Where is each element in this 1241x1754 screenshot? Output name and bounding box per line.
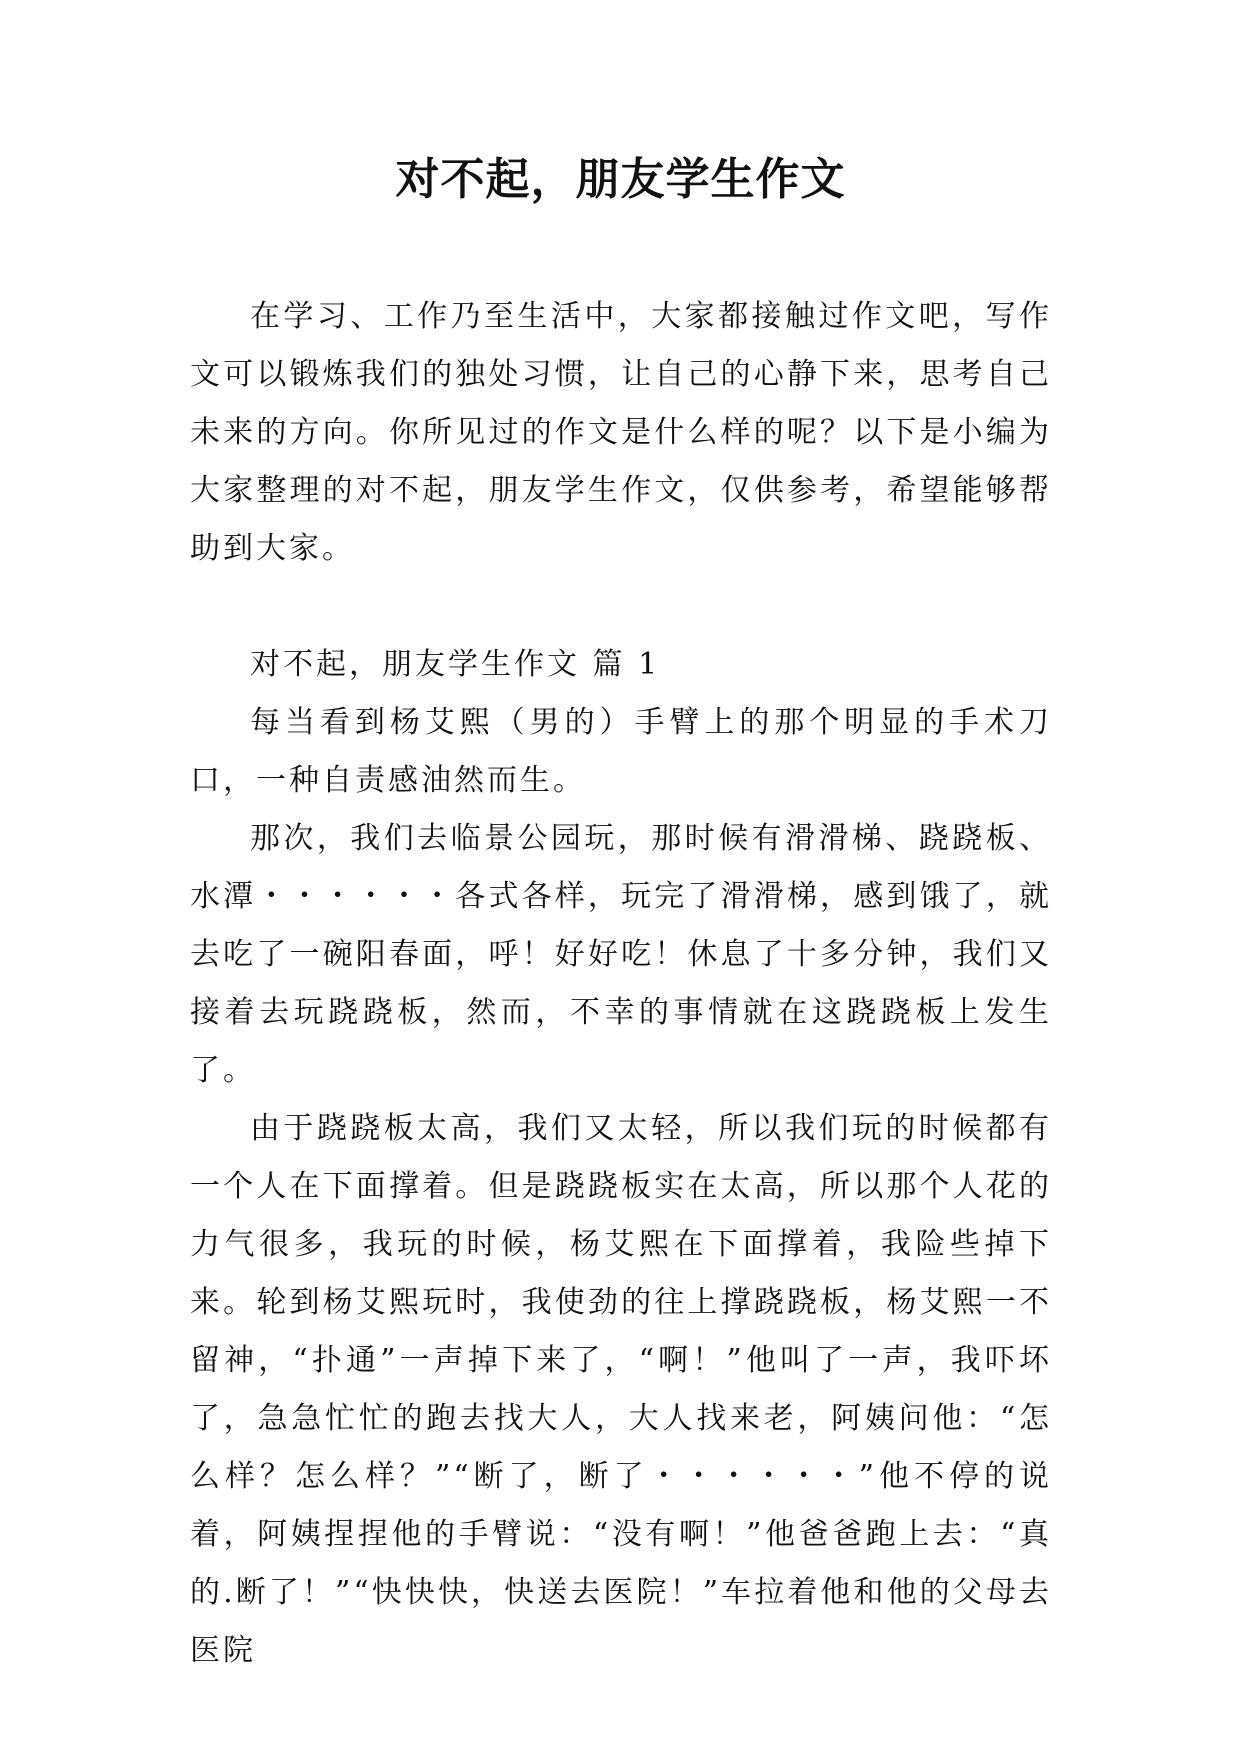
section-heading: 对不起，朋友学生作文 篇 1 bbox=[250, 647, 661, 682]
body-paragraph: 每当看到杨艾熙（男的）手臂上的那个明显的手术刀口，一种自责感油然而生。 bbox=[190, 705, 1052, 798]
body-paragraph: 由于跷跷板太高，我们又太轻，所以我们玩的时候都有一个人在下面撑着。但是跷跷板实在太高，所以那个人花的力气很多，我玩的时候，杨艾熙在下面撑着，我险些掉下来。轮到杨艾熙玩时，我使劲的往上撑跷跷板，杨艾熙一不留神，“扑通”一声掉下来了，“啊！”他叫了一声，我吓坏了，急急忙忙的跑去找大人，大人找来老，阿姨问他：“怎么样？怎么样？”“断了，断了・・・・・・”他不停的说着，阿姨捏捏他的手臂说：“没有啊！”他爸爸跑上去：“真的.断了！”“快快快，快送去医院！”车拉着他和他的父母去医院 bbox=[190, 1111, 1052, 1668]
document-body bbox=[190, 288, 1052, 1680]
intro-paragraph: 在学习、工作乃至生活中，大家都接触过作文吧，写作文可以锻炼我们的独处习惯，让自己的心静下来，思考自己未来的方向。你所见过的作文是什么样的呢？以下是小编为大家整理的对不起，朋友学生作文，仅供参考，希望能够帮助到大家。 bbox=[190, 299, 1052, 566]
document-title: 对不起，朋友学生作文 bbox=[395, 154, 846, 205]
body-paragraph: 那次，我们去临景公园玩，那时候有滑滑梯、跷跷板、水潭・・・・・・各式各样，玩完了滑滑梯，感到饿了，就去吃了一碗阳春面，呼！好好吃！休息了十多分钟，我们又接着去玩跷跷板，然而，不幸的事情就在这跷跷板上发生了。 bbox=[190, 821, 1052, 1088]
